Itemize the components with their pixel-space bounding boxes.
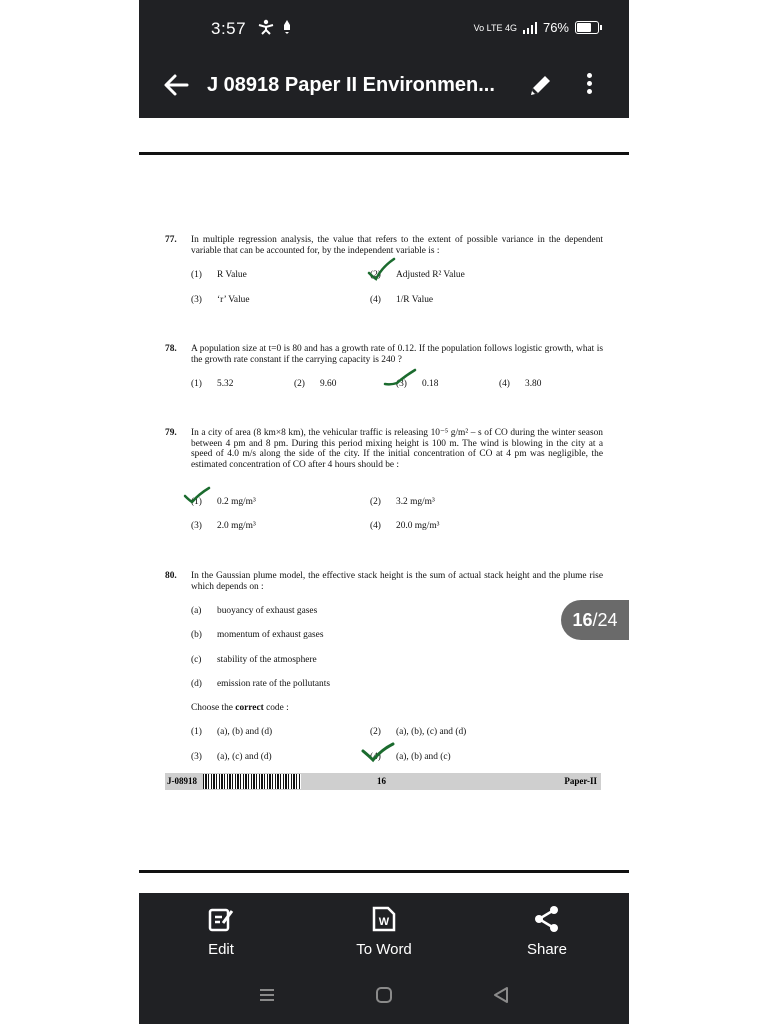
- back-nav-icon[interactable]: [492, 986, 510, 1004]
- share-label: Share: [526, 941, 568, 958]
- check-mark-icon: [367, 257, 397, 281]
- option: (3) (a), (c) and (d): [191, 752, 272, 762]
- page-number: 16: [377, 776, 386, 786]
- check-mark-icon: [383, 368, 419, 388]
- status-bar: [139, 0, 629, 60]
- check-mark-icon: [361, 741, 397, 763]
- option: (3) 0.18: [396, 379, 439, 389]
- question-number: 80.: [165, 571, 177, 581]
- question-text: In multiple regression analysis, the value that refers to the extent of possible variance in the dependent variable that can be accounted for, by the independent variable is :: [191, 235, 603, 256]
- battery-icon: [575, 21, 599, 34]
- status-right: [474, 20, 599, 35]
- option: (1) 0.2 mg/m³: [191, 497, 256, 507]
- question-text: A population size at t=0 is 80 and has a growth rate of 0.12. If the population follows logistic growth, what is the growth rate constant if the carrying capacity is 240 ?: [191, 344, 603, 365]
- edit-label: Edit: [208, 941, 234, 958]
- question-number: 79.: [165, 428, 177, 438]
- question-number: 78.: [165, 344, 177, 354]
- divider-top: [139, 152, 629, 155]
- svg-text:W: W: [378, 916, 390, 928]
- share-button[interactable]: [487, 905, 607, 958]
- home-icon[interactable]: [375, 986, 393, 1004]
- option: (4) (a), (b) and (c): [370, 752, 451, 762]
- option: (2) 3.2 mg/m³: [370, 497, 435, 507]
- option: (4) 1/R Value: [370, 295, 434, 305]
- option: (3) 2.0 mg/m³: [191, 521, 256, 531]
- choose-code-instruction: Choose the correct code :: [191, 703, 289, 713]
- option: (4) 3.80: [499, 379, 542, 389]
- edit-button[interactable]: [161, 905, 281, 958]
- bottom-action-bar: [139, 893, 629, 1024]
- option: (3) ‘r’ Value: [191, 295, 250, 305]
- paper-code: J-08918: [167, 776, 197, 786]
- system-navigation-bar: [139, 983, 629, 1007]
- statement-item: (d) emission rate of the pollutants: [191, 679, 330, 689]
- status-time: 3:57: [211, 19, 247, 38]
- option: (1) (a), (b) and (d): [191, 727, 273, 737]
- option: (1) R Value: [191, 270, 247, 280]
- accessibility-icon: [257, 19, 275, 39]
- divider-bottom: [139, 870, 629, 873]
- option: (1) 5.32: [191, 379, 234, 389]
- barcode: [203, 774, 301, 789]
- phone-screen: [139, 0, 629, 1024]
- statement-item: (b) momentum of exhaust gases: [191, 630, 324, 640]
- statement-item: (c) stability of the atmosphere: [191, 655, 317, 665]
- question-number: 77.: [165, 235, 177, 245]
- network-indicator: Vo LTE 4G: [473, 22, 517, 33]
- back-arrow-icon[interactable]: [163, 72, 189, 103]
- option: (2) Adjusted R² Value: [370, 270, 465, 280]
- option: (2) (a), (b), (c) and (d): [370, 727, 467, 737]
- page-indicator: 16/24: [561, 600, 629, 640]
- battery-percent: 76%: [542, 20, 569, 35]
- edit-document-icon: [207, 905, 235, 933]
- app-bar: [139, 60, 629, 118]
- statement-item: (a) buoyancy of exhaust gases: [191, 606, 318, 616]
- word-document-icon: [370, 905, 398, 933]
- option: (2) 9.60: [294, 379, 337, 389]
- signal-icon: [523, 22, 537, 34]
- page-footer: [165, 773, 601, 790]
- check-mark-icon: [183, 486, 213, 506]
- to-word-button[interactable]: [324, 905, 444, 958]
- more-menu-icon[interactable]: [585, 73, 593, 97]
- notification-icon: [281, 19, 293, 39]
- option: (4) 20.0 mg/m³: [370, 521, 440, 531]
- share-icon: [533, 905, 561, 933]
- document-title: J 08918 Paper II Environmen...: [207, 74, 495, 96]
- question-text: In a city of area (8 km×8 km), the vehicular traffic is releasing 10⁻⁵ g/m² – s of CO during the winter season between 4 pm and 8 pm. During this period mixing height is 100 m. The wind is blowing in the city at a speed of 4.0 m/s along the side of the city. If the initial concentration of CO at 4 pm was negligible, the estimated concentration of CO after 4 hours should be :: [191, 428, 603, 470]
- edit-pencil-icon[interactable]: [527, 71, 553, 104]
- to-word-label: To Word: [356, 941, 412, 958]
- question-text: In the Gaussian plume model, the effective stack height is the sum of actual stack height and the plume rise which depends on :: [191, 571, 603, 592]
- recent-apps-icon[interactable]: [259, 987, 275, 1003]
- paper-label: Paper-II: [564, 776, 597, 786]
